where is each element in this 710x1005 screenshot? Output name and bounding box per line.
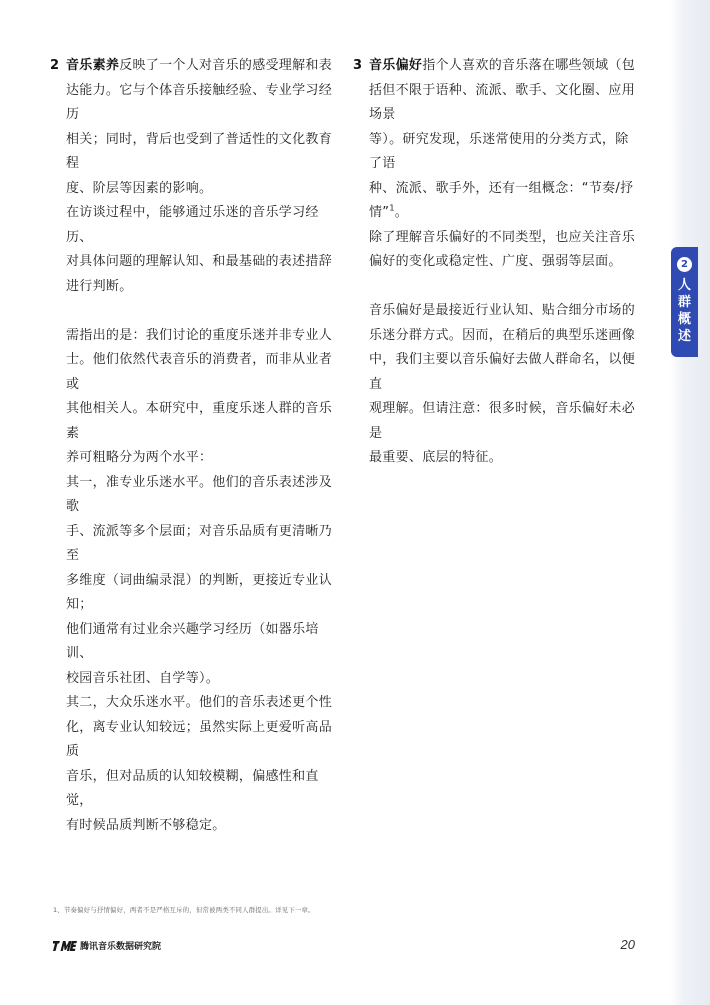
paragraph (66, 201, 336, 299)
text-line: 他们通常有过业余兴趣学习经历（如器乐培训、 (66, 621, 319, 661)
text-line: 乐迷分群方式。因而，在稍后的典型乐迷画像 (369, 327, 636, 343)
text-line: 在访谈过程中，能够通过乐迷的音乐学习经历、 (66, 205, 319, 245)
section-lead-term: 音乐素养 (66, 58, 120, 73)
footnote: 1、节奏偏好与抒情偏好，两者不是严格互斥的，但常被两类不同人群提出。详见下一章。 (53, 906, 315, 914)
section-music-preference (353, 54, 639, 471)
text-line: 其二，大众乐迷水平。他们的音乐表述更个性 (66, 695, 333, 710)
footer-logo (53, 939, 161, 952)
text-line: 观理解。但请注意：很多时候，音乐偏好未必是 (369, 401, 636, 441)
text-line: 有时候品质判断不够稳定。 (66, 817, 226, 833)
text-line: 士。他们依然代表音乐的消费者，而非从业者或 (66, 352, 333, 392)
text-line: 需指出的是：我们讨论的重度乐迷并非专业人 (66, 327, 333, 343)
paragraph (66, 691, 336, 838)
text-line: 对具体问题的理解认知、和最基础的表述措辞 (66, 254, 333, 269)
text-line: 音乐，但对品质的认知较模糊，偏感性和直觉， (66, 768, 319, 808)
text-line: 相关；同时，背后也受到了普适性的文化教育程 (66, 131, 333, 171)
text-line: 。 (394, 205, 409, 220)
footnote-reference[interactable]: 1 (389, 203, 395, 213)
text-line: 括但不限于语种、流派、歌手、文化圈、应用场景 (369, 82, 636, 122)
text-line: 其一，准专业乐迷水平。他们的音乐表述涉及歌 (66, 474, 333, 514)
text-line: 养可粗略分为两个水平： (66, 450, 213, 465)
text-line: 音乐偏好是最接近行业认知、贴合细分市场的 (369, 303, 636, 318)
page-edge-shadow (670, 0, 710, 1005)
text-line: 指个人喜欢的音乐落在哪些领域（包 (422, 58, 636, 73)
paragraph (66, 324, 336, 471)
text-line: 种、流派、歌手外，还有一组概念：“节奏/抒情” (369, 180, 634, 220)
section-music-literacy (50, 54, 336, 838)
text-line: 其他相关人。本研究中，重度乐迷人群的音乐素 (66, 401, 333, 441)
text-line: 手、流派等多个层面；对音乐品质有更清晰乃至 (66, 523, 333, 563)
section-number: 2 (50, 58, 60, 73)
text-line: 等）。研究发现，乐迷常使用的分类方式，除了语 (369, 131, 629, 171)
text-line: 进行判断。 (66, 278, 133, 294)
section-number: 3 (353, 58, 363, 73)
section-lead-term: 音乐偏好 (369, 58, 423, 73)
chapter-number-badge: 2 (677, 257, 692, 272)
text-line: 中，我们主要以音乐偏好去做人群命名，以便直 (369, 352, 636, 392)
tme-logo-icon (53, 941, 77, 951)
chapter-tab-label: 人群概述 (677, 278, 691, 344)
paragraph (369, 54, 639, 275)
text-line: 偏好的变化或稳定性、广度、强弱等层面。 (369, 254, 622, 269)
text-line: 反映了一个人对音乐的感受理解和表 (119, 58, 333, 73)
text-line: 化，离专业认知较远；虽然实际上更爱听高品质 (66, 719, 333, 759)
paragraph (66, 471, 336, 692)
chapter-side-tab[interactable] (671, 247, 698, 357)
logo-text: 腾讯音乐数据研究院 (80, 942, 162, 952)
text-line: 最重要、底层的特征。 (369, 450, 503, 465)
text-line: 除了理解音乐偏好的不同类型，也应关注音乐 (369, 229, 636, 245)
text-line: 达能力。它与个体音乐接触经验、专业学习经历 (66, 82, 333, 122)
page-number: 20 (620, 937, 635, 952)
text-line: 度、阶层等因素的影响。 (66, 180, 213, 196)
paragraph (66, 54, 336, 201)
text-line: 校园音乐社团、自学等）。 (66, 670, 220, 686)
text-line: 多维度（词曲编录混）的判断，更接近专业认知； (66, 572, 333, 612)
paragraph (369, 299, 639, 471)
